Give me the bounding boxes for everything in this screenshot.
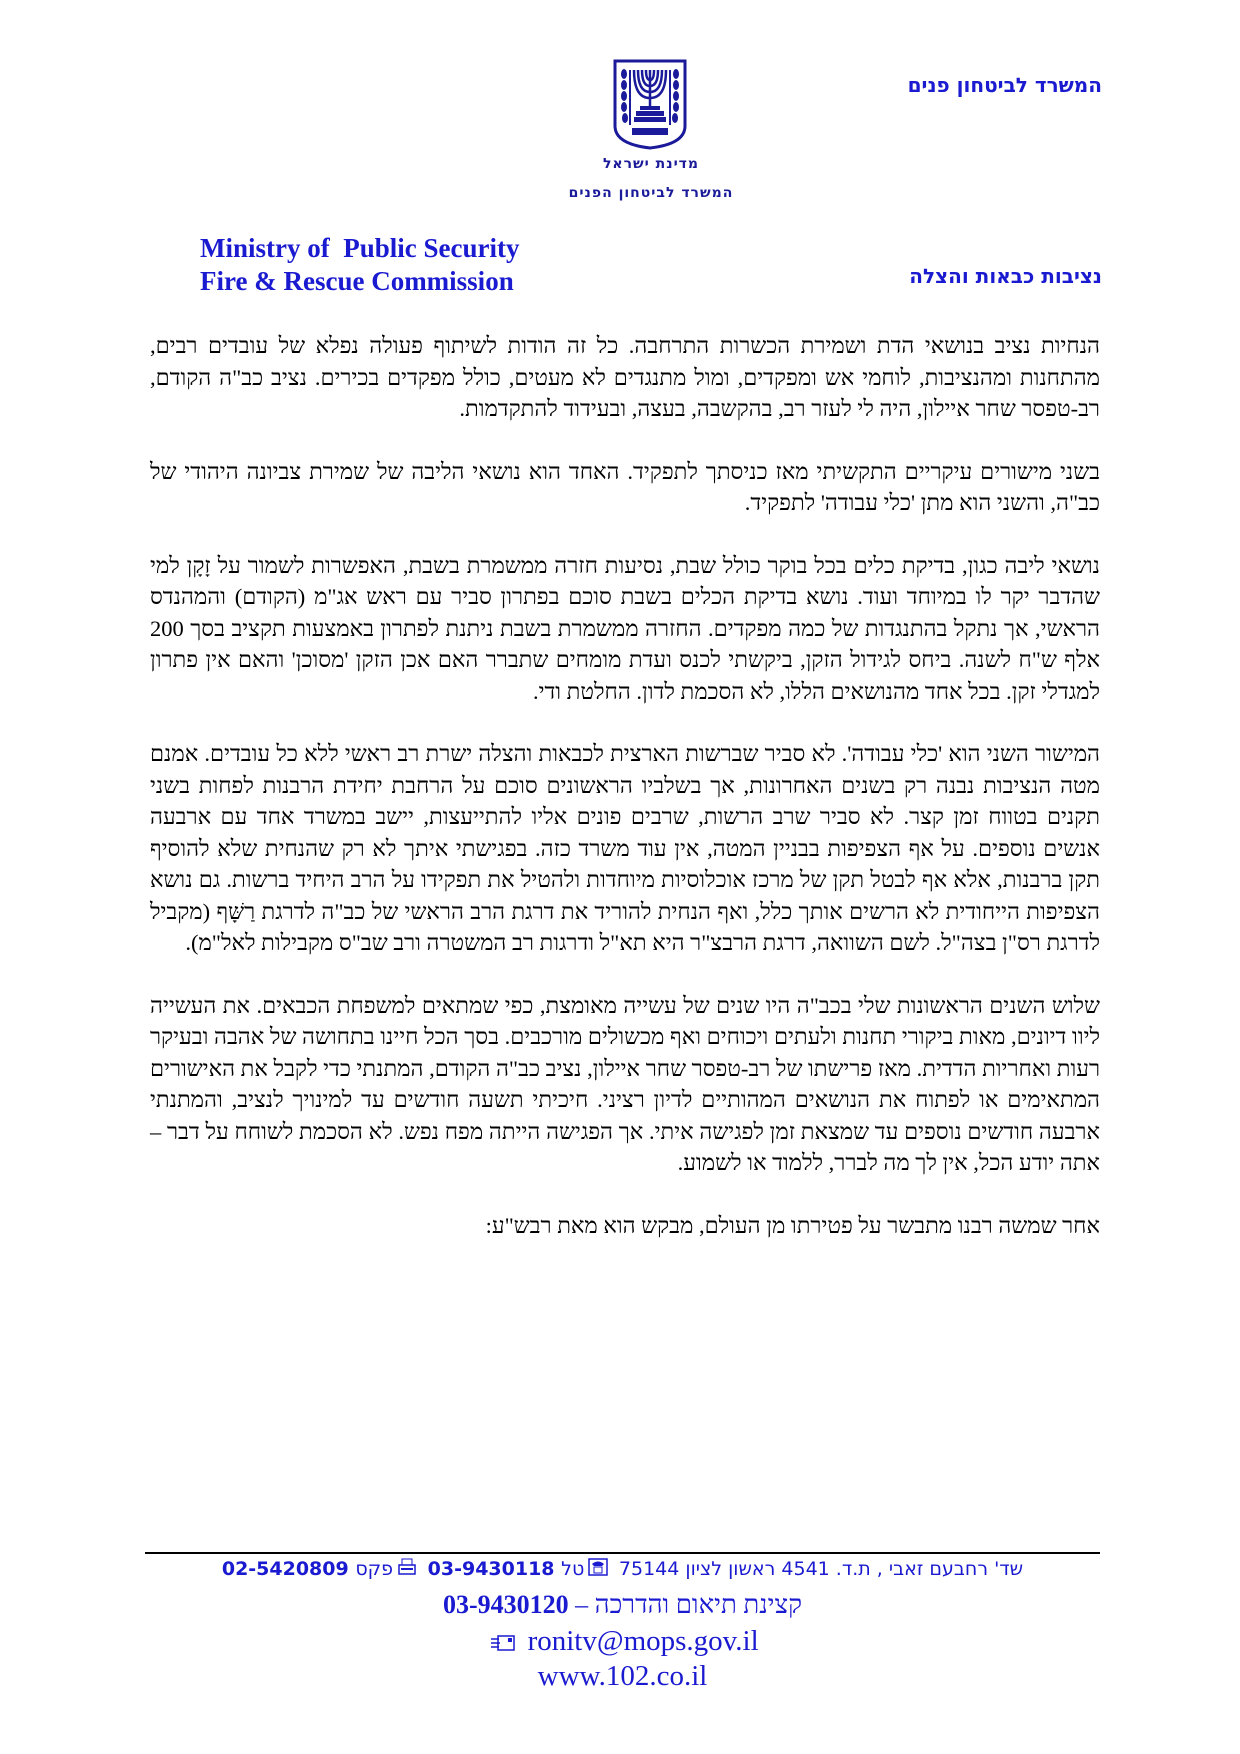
english-title [200,232,519,298]
coordination-phone: 03-9430120 [442,1590,569,1619]
fax-label: פקס [355,1558,394,1580]
footer-email-line [145,1625,1100,1660]
english-title-ministry: Ministry of Public Security [200,233,520,263]
fax-number: 02-5420809 [221,1558,349,1580]
telephone-icon [588,1558,608,1581]
commission-title-hebrew: נציבות כבאות והצלה [909,264,1102,288]
letter-body [150,330,1100,1272]
emblem-caption-state: מדינת ישראל [602,156,700,172]
phone-number: 03-9430118 [427,1558,555,1580]
footer-address: שד' רחבעם זאבי , ת.ד. 4541 ראשון לציון 75144 [618,1558,1024,1580]
footer-website-line [145,1660,1100,1693]
footer-divider [145,1552,1100,1554]
paragraph: שלוש השנים הראשונות שלי בכב"ה היו שנים של עשייה מאומצת, כפי שמתאים למשפחת הכבאים. את העשייה ליוו דיונים, מאות ביקורי תחנות ולעתים ויכוחים ואף מכשולים מורכבים. בסך הכל חיינו בתחושה של אהבה ובעיקר רעות ואחריות הדדית. מאז פרישתו של רב-טפסר שחר איילון, נציב כב"ה הקודם, המתנתי כדי לקבל את האישורים המתאימים או לפתוח את הנושאים המהותיים לדיון רציני. חיכיתי תשעה חודשים עד למינויך לנציב, והמתנתי ארבעה חודשים נוספים עד שמצאת זמן לפגישה איתי. אך הפגישה הייתה מפח נפש. לא הסכמת לשוחח על דבר – אתה יודע הכל, אין לך מה לברר, ללמוד או לשמוע. [150,992,1100,1175]
coordination-label: קצינת תיאום והדרכה – [575,1590,803,1619]
fax-icon [397,1558,417,1581]
paragraph: אחר שמשה רבנו מתבשר על פטירתו מן העולם, מבקש הוא מאת רבש"ע: [485,1212,1100,1238]
footer-contact-line [145,1558,1100,1581]
website-link[interactable]: www.102.co.il [537,1660,708,1692]
phone-label: טל [561,1558,585,1580]
paragraph: בשני מישורים עיקריים התקשיתי מאז כניסתך לתפקיד. האחד הוא נושאי הליבה של שמירת צביונה היהודי של כב"ה, והשני הוא מתן 'כלי עבודה' לתפקיד. [150,458,1100,515]
envelope-icon [490,1627,516,1660]
paragraph: הנחיות נציב בנושאי הדת ושמירת הכשרות התרחבה. כל זה הודות לשיתוף פעולה נפלא של עובדים רבים, מהתחנות ומהנציבות, לוחמי אש ומפקדים, ומול מתנגדים לא מעטים, כולל מפקדים בכירים. נציב כב"ה הקודם, רב-טפסר שחר איילון, היה לי לעזר רב, בהקשבה, בעצה, ובעידוד להתקדמות. [150,333,1100,421]
english-title-commission: Fire & Rescue Commission [200,266,514,296]
state-of-israel-emblem-icon [612,58,688,150]
paragraph: המישור השני הוא 'כלי עבודה'. לא סביר שברשות הארצית לכבאות והצלה ישרת רב ראשי ללא כל עובדים. אמנם מטה הנציבות נבנה רק בשנים האחרונות, אך בשלביו הראשונים סוכם על הרחבת יחידת הרבנות לפחות בשני תקנים בטווח זמן קצר. לא סביר שרב הרשות, שרבים פונים אליו להתייעצות, יישב במשרד אחד עם ארבעה אנשים נוספים. על אף הצפיפות בבניין המטה, אין עוד משרד כזה. בפגישתי איתך לא רק שהנחית שלא להוסיף תקן ברבנות, אלא אף לבטל תקן של מרכז אוכלוסיות מיוחדות ולהטיל את תפקידו על הרב היחיד ברשות. גם נושא הצפיפות הייחודית לא הרשים אותך כלל, ואף הנחית להוריד את דרגת הרב הראשי של כב"ה לדרגת רַשָּׁף (מקביל לדרגת רס"ן בצה"ל. לשם השוואה, דרגת הרבצ"ר היא תא"ל ודרגות רב המשטרה ורב שב"ס מקבילות לאל"מ). [150,741,1100,955]
emblem-caption-ministry: המשרד לביטחון הפנים [568,185,734,201]
paragraph: נושאי ליבה כגון, בדיקת כלים בכל בוקר כולל שבת, נסיעות חזרה ממשמרת בשבת, האפשרות לשמור על זָקָן למי שהדבר יקר לו במיוחד ועוד. נושא בדיקת הכלים בשבת סוכם בפתרון סביר עם ראש אג"מ (הקודם) והמהנדס הראשי, אך נתקל בהתנגדות של כמה מפקדים. החזרה ממשמרת בשבת ניתנת לפתרון באמצעות תקציב בסך 200 אלף ש"ח לשנה. ביחס לגידול הזקן, ביקשתי לכנס ועדת מומחים שתברר האם אכן הזקן 'מסוכן' והאם אין פתרון למגדלי זקן. בכל אחד מהנושאים הללו, לא הסכמת לדון. החלטת ודי. [150,552,1100,704]
ministry-title-hebrew: המשרד לביטחון פנים [907,73,1102,97]
footer-coordination-line [145,1590,1100,1620]
email-link[interactable]: ronitv@mops.gov.il [527,1625,759,1657]
